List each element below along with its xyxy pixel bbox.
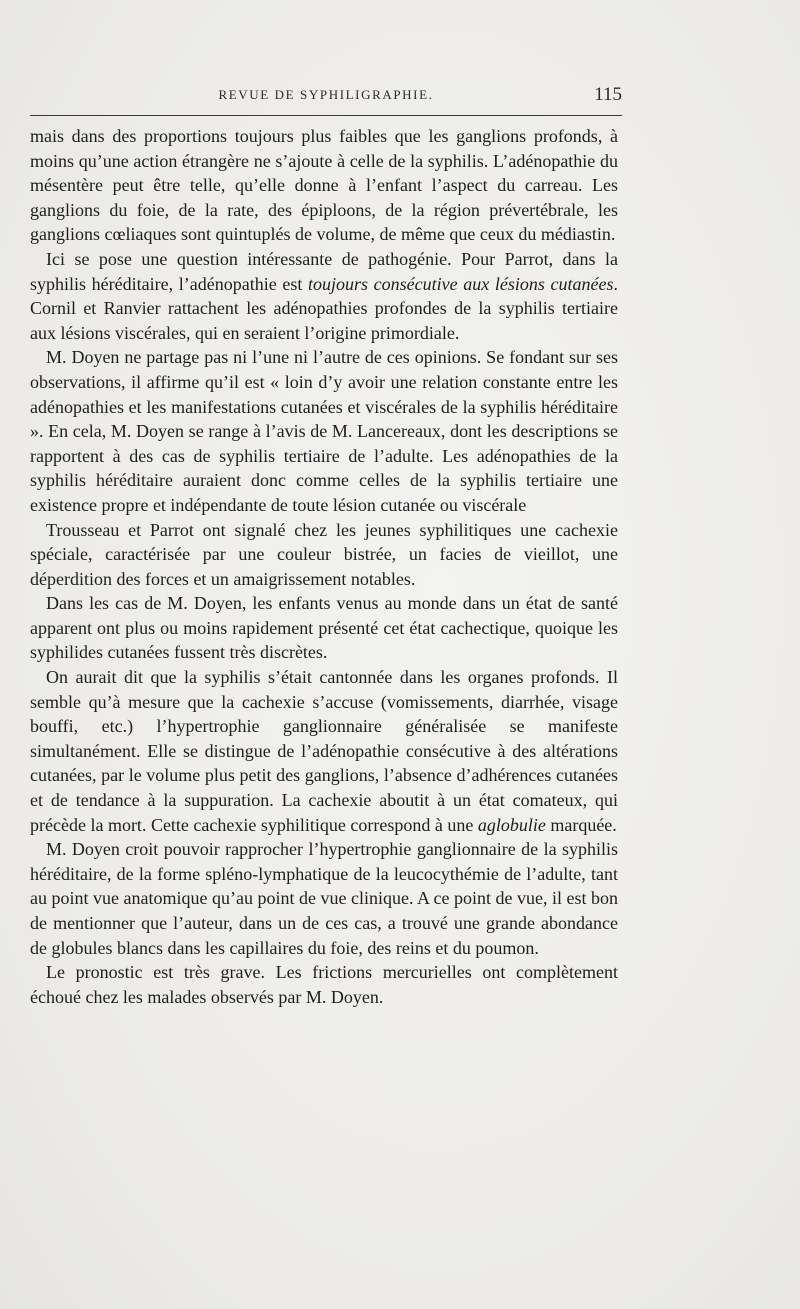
page-number: 115: [594, 84, 622, 105]
paragraph: [30, 665, 618, 837]
paragraph: [30, 124, 618, 247]
paragraph: [30, 345, 618, 517]
text-run: Dans les cas de M. Doyen, les enfants venus au monde dans un état de santé apparent ont plus ou moins rapidement présenté cet état cachectique, quoique les syphilides cutanées fussent très discrètes.: [30, 593, 618, 663]
paragraph: [30, 247, 618, 345]
text-run: . Cornil et Ranvier rattachent les adénopathies profondes de la syphilis tertiaire aux lésions viscérales, qui en seraient l’origine primordiale.: [30, 273, 618, 343]
paragraph: [30, 837, 618, 960]
text-run: Trousseau et Parrot ont signalé chez les jeunes syphilitiques une cachexie spéciale, caractérisée par une couleur bistrée, un facies de vieillot, une déperdition des forces et un amaigrissement notables.: [30, 519, 618, 589]
paragraph: [30, 518, 618, 592]
paragraph: [30, 591, 618, 665]
text-run: Ici se pose une question intéressante de pathogénie. Pour Parrot, dans la syphilis héréditaire, l’adénopathie est: [30, 248, 618, 294]
text-run: M. Doyen ne partage pas ni l’une ni l’autre de ces opinions. Se fondant sur ses observations, il affirme qu’il est « loin d’y avoir une relation constante entre les adénopathies et les manifestations cutanées et viscérales de la syphilis héréditaire ». En cela, M. Doyen se range à l’avis de M. Lancereaux, dont les descriptions se rapportent à des cas de syphilis tertiaire de l’adulte. Les adénopathies de la syphilis héréditaire auraient donc comme celles de la syphilis tertiaire une existence propre et indépendante de toute lésion cutanée ou viscérale: [30, 347, 618, 515]
text-run: Le pronostic est très grave. Les frictions mercurielles ont complètement échoué chez les malades observés par M. Doyen.: [30, 962, 618, 1007]
body-text: [30, 124, 618, 1009]
italic-text: toujours consécutive aux lésions cutanées: [307, 273, 614, 294]
header-rule: [30, 115, 622, 116]
text-run: M. Doyen croit pouvoir rapprocher l’hypertrophie ganglionnaire de la syphilis héréditaire, de la forme spléno-lymphatique de la leucocythémie de l’adulte, tant au point vue anatomique qu’au point de vue clinique. A ce point de vue, il est bon de mentionner que l’auteur, dans un de ces cas, a trouvé une grande abondance de globules blancs dans les capillaires du foie, des reins et du poumon.: [30, 839, 618, 958]
text-run: marquée.: [545, 814, 617, 835]
paragraph: [30, 960, 618, 1009]
text-run: mais dans des proportions toujours plus faibles que les ganglions profonds, à moins qu’une action étrangère ne s’ajoute à celle de la syphilis. L’adénopathie du mésentère peut être telle, qu’elle donne à l’enfant l’aspect du carreau. Les ganglions du foie, de la rate, des épiploons, de la région prévertébrale, les ganglions cœliaques sont quintuplés de volume, de même que ceux du médiastin.: [30, 126, 618, 245]
running-title: REVUE DE SYPHILIGRAPHIE.: [218, 87, 434, 102]
italic-text: aglobulie: [477, 814, 546, 835]
running-head: [30, 84, 622, 106]
text-run: On aurait dit que la syphilis s’était cantonnée dans les organes profonds. Il semble qu’à mesure que la cachexie s’accuse (vomissements, diarrhée, visage bouffi, etc.) l’hypertrophie ganglionnaire généralisée se manifeste simultanément. Elle se distingue de l’adénopathie consécutive à des altérations cutanées, par le volume plus petit des ganglions, l’absence d’adhérences cutanées et de tendance à la suppuration. La cachexie aboutit à un état comateux, qui précède la mort. Cette cachexie syphilitique correspond à une: [30, 667, 618, 835]
